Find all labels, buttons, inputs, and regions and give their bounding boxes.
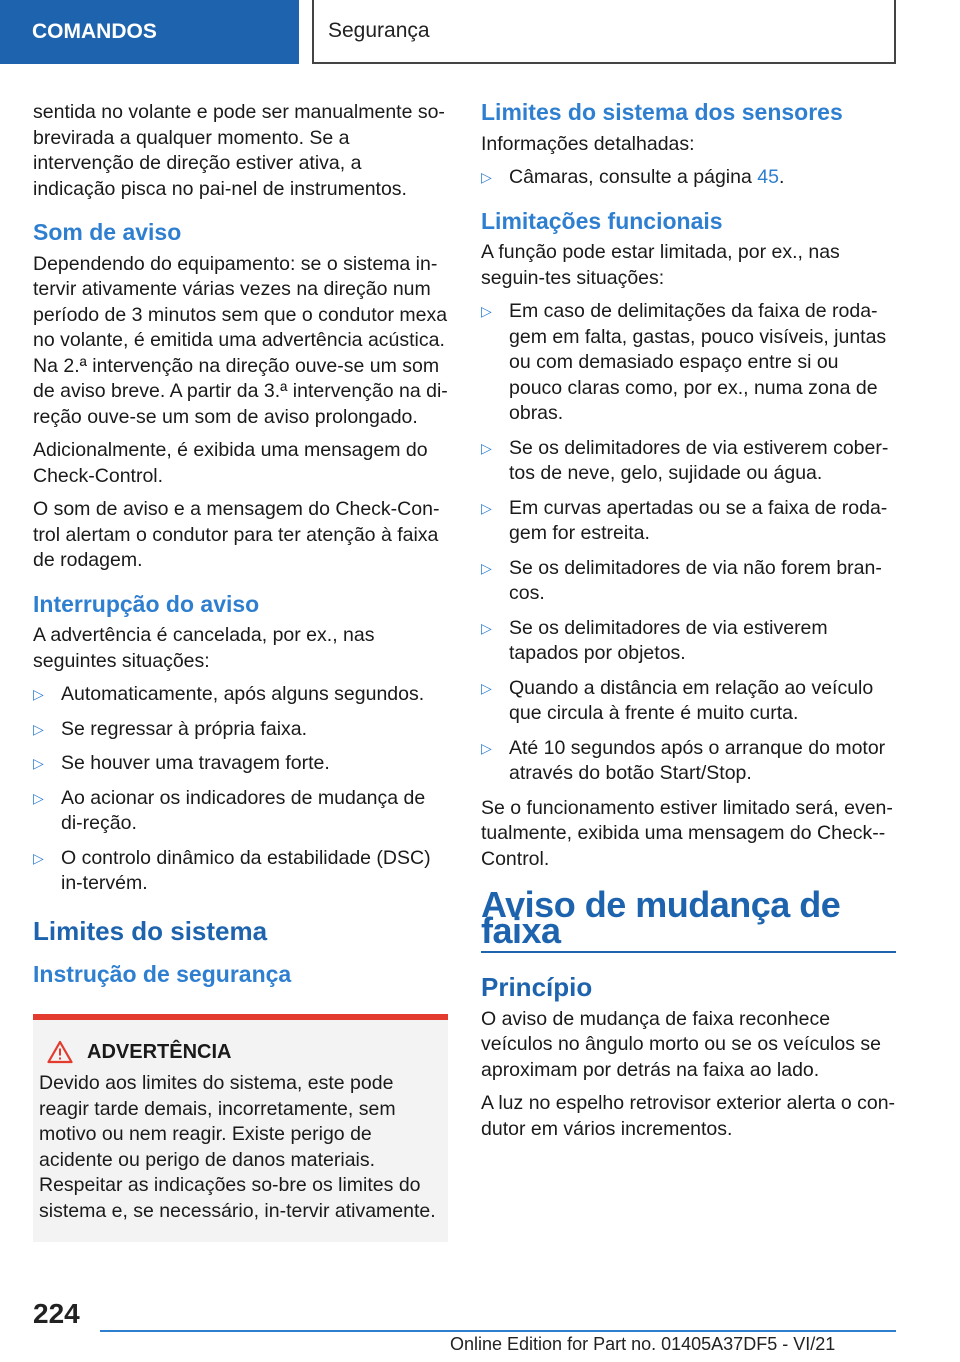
principio-paragraph-1: O aviso de mudança de faixa reconhece veículos no ângulo morto ou se os veículos se aproximam por detrás na faixa ao lado. (481, 1007, 881, 1081)
list-item: ▷ O controlo dinâmico da estabilidade (DSC) in-tervém. (33, 846, 431, 894)
triangle-right-icon: ▷ (481, 303, 492, 319)
list-item: ▷ Se regressar à própria faixa. (33, 717, 448, 743)
triangle-right-icon: ▷ (481, 559, 492, 576)
warning-title: ADVERTÊNCIA (87, 1040, 232, 1063)
warning-triangle-icon (47, 1040, 73, 1064)
list-item: ▷ Se houver uma travagem forte. (33, 751, 448, 777)
limitacoes-paragraph: A função pode estar limitada, por ex., nas seguin-tes situações: (481, 241, 840, 289)
interrupcao-list (33, 682, 448, 897)
triangle-right-icon: ▷ (481, 439, 492, 456)
warning-text: Devido aos limites do sistema, este pode reagir tarde demais, incorretamente, sem motivo ou nem reagir. Existe perigo de acidente ou perigo de danos materiais. Respeitar as indicações so-bre os limites do sistema e, se necessário, in-tervir ativamente. (39, 1072, 436, 1222)
footer-divider (100, 1330, 896, 1332)
list-item: ▷ Se os delimitadores de via estiverem cober-tos de neve, gelo, sujidade ou água. (481, 436, 889, 484)
limitacoes-end-paragraph: Se o funcionamento estiver limitado será, even-tualmente, exibida uma mensagem do Check--Control. (481, 796, 893, 870)
list-item: ▷ Em caso de delimitações da faixa de roda-gem em falta, gastas, pouco visíveis, juntas ou com demasiado espaço entre si ou pouco claras como, por ex., numa zona de obras. (481, 300, 887, 424)
som-paragraph-3: O som de aviso e a mensagem do Check-Con-trol alertam o condutor para ter atenção à faixa de rodagem. (33, 498, 440, 571)
triangle-right-icon: ▷ (33, 720, 44, 737)
triangle-right-icon: ▷ (481, 739, 492, 756)
triangle-right-icon: ▷ (481, 679, 492, 696)
list-item: ▷ Até 10 segundos após o arranque do motor através do botão Start/Stop. (481, 736, 886, 784)
intro-paragraph: sentida no volante e pode ser manualmente so-brevirada a qualquer momento. Se a intervenção de direção estiver ativa, a indicação pisca no pai-nel de instrumentos. (33, 101, 445, 200)
warning-header (39, 1040, 436, 1066)
triangle-right-icon: ▷ (481, 499, 492, 516)
list-item: ▷ Em curvas apertadas ou se a faixa de roda-gem for estreita. (481, 496, 888, 544)
sensores-paragraph: Informações detalhadas: (481, 132, 695, 155)
limitacoes-list (481, 299, 896, 787)
interrupcao-title: Interrupção do aviso (33, 590, 260, 617)
som-title: Som de aviso (33, 219, 182, 245)
header-topic: Segurança (312, 0, 896, 64)
list-item: ▷ Automaticamente, após alguns segundos. (33, 682, 448, 708)
list-item: ▷ Câmaras, consulte a página 45. (481, 165, 896, 191)
triangle-right-icon: ▷ (33, 849, 44, 866)
right-column (481, 100, 896, 1150)
list-item: ▷ Quando a distância em relação ao veículo que circula à frente é muito curta. (481, 676, 874, 724)
limites-title: Limites do sistema (33, 915, 268, 946)
left-column (33, 100, 448, 1242)
list-item: ▷ Se os delimitadores de via não forem bran-cos. (481, 556, 882, 604)
triangle-right-icon: ▷ (33, 789, 44, 806)
header-section: COMANDOS (0, 0, 299, 64)
edition-text: Online Edition for Part no. 01405A37DF5 - VI/21 (450, 1334, 836, 1354)
triangle-right-icon: ▷ (481, 169, 492, 185)
principio-title: Princípio (481, 972, 593, 1002)
aviso-title: Aviso de mudança de faixa (481, 892, 896, 953)
seguranca-title: Instrução de segurança (33, 961, 292, 987)
interrupcao-paragraph: A advertência é cancelada, por ex., nas seguintes situações: (33, 624, 375, 672)
principio-paragraph-2: A luz no espelho retrovisor exterior alerta o con-dutor em vários incrementos. (481, 1092, 896, 1140)
triangle-right-icon: ▷ (481, 619, 492, 636)
page-link[interactable]: 45 (757, 166, 779, 188)
som-paragraph-2: Adicionalmente, é exibida uma mensagem do Check-Control. (33, 439, 428, 487)
triangle-right-icon: ▷ (33, 686, 44, 702)
som-paragraph-1: Dependendo do equipamento: se o sistema in-tervir ativamente várias vezes na direção num período de 3 minutos sem que o condutor mexa no volante, é emitida uma advertência acústica. Na 2.ª intervenção na direção ouve-se um som de aviso breve. A partir da 3.ª intervenção na di-reção ouve-se um som de aviso prolongado. (33, 252, 448, 428)
sensores-title: Limites do sistema dos sensores (481, 99, 843, 125)
list-item: ▷ Se os delimitadores de via estiverem tapados por objetos. (481, 616, 828, 664)
page-number: 224 (33, 1298, 80, 1329)
list-item: ▷ Ao acionar os indicadores de mudança de di-reção. (33, 786, 426, 834)
sensores-list (481, 165, 896, 191)
limitacoes-title: Limitações funcionais (481, 207, 723, 234)
warning-box (33, 1014, 448, 1243)
triangle-right-icon: ▷ (33, 755, 44, 771)
